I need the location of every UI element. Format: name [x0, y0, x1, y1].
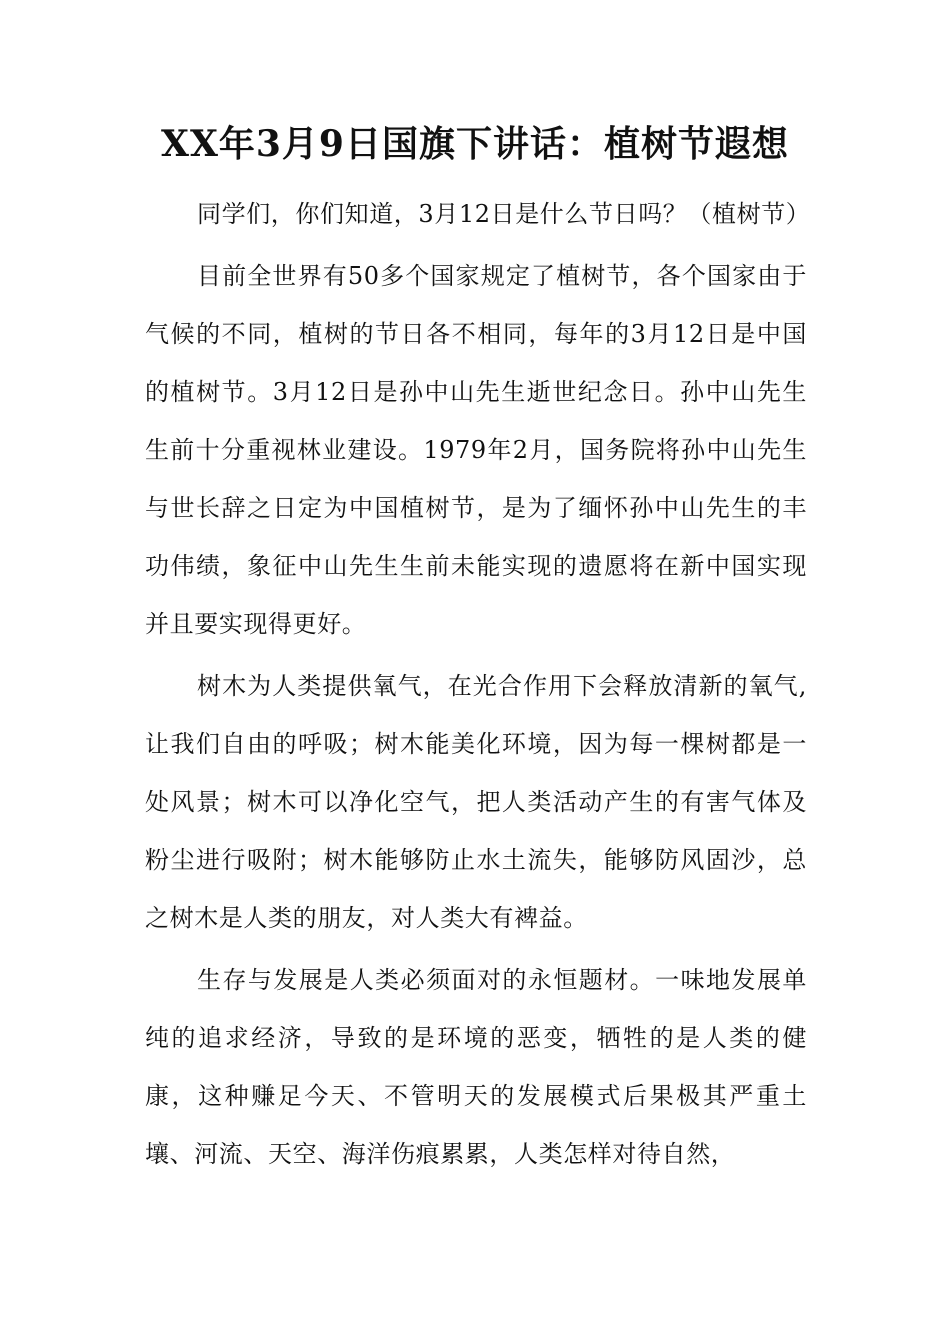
paragraph-2: 目前全世界有50多个国家规定了植树节，各个国家由于气候的不同，植树的节日各不相同，每年的3月12日是中国的植树节。3月12日是孙中山先生逝世纪念日。孙中山先生生前十分重视林业建设。1979年2月，国务院将孙中山先生与世长辞之日定为中国植树节，是为了缅怀孙中山先生的丰功伟绩，象征中山先生生前未能实现的遗愿将在新中国实现并且要实现得更好。: [145, 262, 807, 638]
paragraph-1: 同学们，你们知道，3月12日是什么节日吗？（植树节）: [197, 200, 811, 228]
document-title: XX年3月9日国旗下讲话：植树节遐想: [161, 123, 789, 165]
paragraph-4: 生存与发展是人类必须面对的永恒题材。一味地发展单纯的追求经济，导致的是环境的恶变，牺牲的是人类的健康，这种赚足今天、不管明天的发展模式后果极其严重土壤、河流、天空、海洋伤痕累累，人类怎样对待自然，: [145, 966, 807, 1168]
document-body: [145, 185, 811, 1187]
paragraph-3: 树木为人类提供氧气，在光合作用下会释放清新的氧气,让我们自由的呼吸；树木能美化环境，因为每一棵树都是一处风景；树木可以净化空气，把人类活动产生的有害气体及粉尘进行吸附；树木能够防止水土流失，能够防风固沙，总之树木是人类的朋友，对人类大有裨益。: [145, 672, 807, 932]
